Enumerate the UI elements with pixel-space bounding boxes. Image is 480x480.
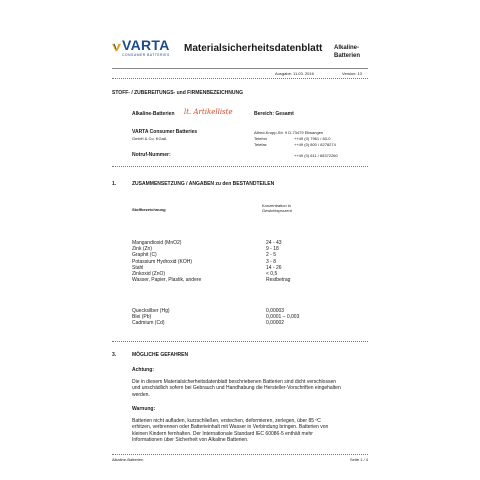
- concentration-value: 2 - 5: [266, 252, 277, 259]
- concentration-value: 24 - 43: [266, 240, 282, 246]
- telefax-value: ++49 (0) 800 / 8278274: [294, 142, 336, 147]
- achtung-line: Die in diesem Materialsicherheitsdatenblatt beschriebenen Batterien sind dicht verschlossen: [132, 379, 336, 385]
- concentration-value: 0,0001 – 0,003: [266, 314, 300, 321]
- section-divider-1: [112, 166, 368, 167]
- section-3-title: MÖGLICHE GEFAHREN: [132, 352, 189, 358]
- substance-name: Graphit (C): [132, 252, 157, 259]
- warnung-line: Batterien nicht aufladen, kurzschließen, erstechen, deformieren, zerlegen, über 85 ºC: [132, 418, 321, 424]
- company-legal: GmbH & Co. KGaA: [132, 136, 167, 141]
- document-title: Materialsicherheitsdatenblatt: [184, 43, 323, 54]
- substance-name: Cadmium (Cd): [132, 320, 165, 327]
- section-3-number: 3.: [112, 352, 117, 358]
- concentration-value: 0,00002: [266, 320, 285, 327]
- warnung-label: Warnung:: [132, 406, 156, 412]
- notruf-value: ++49 (0) 611 / 65372260: [294, 153, 338, 158]
- column-concentration-header-1: Konzentration in: [262, 203, 291, 208]
- concentration-value: 14 - 26: [266, 264, 282, 271]
- logo-text: VARTA: [122, 37, 170, 53]
- telefon-value: ++49 (0) 7961 / 83-0: [294, 136, 331, 141]
- substance-name: Potassium Hydroxid (KOH): [132, 258, 193, 265]
- footer-left: Alkaline-Batterien: [112, 457, 144, 462]
- substance-name: Zinkoxid (ZnO): [132, 270, 166, 277]
- document-subtitle-line2: Batterien: [334, 53, 361, 59]
- column-concentration-header-2: Gewichtsprozent: [262, 208, 292, 213]
- warnung-line: kleinen Kindern fernhalten. Der Internationale Standard IEC 60086-5 enthält mehr: [132, 430, 313, 437]
- notruf-label: Notruf-Nummer:: [132, 152, 171, 158]
- achtung-line: und unschädlich sofern bei Gebrauch und Handhabung die Hersteller-Vorschriften eingehalten: [132, 385, 341, 392]
- telefon-label: Telefon: [254, 136, 267, 141]
- substance-name: Stahl: [132, 264, 144, 271]
- concentration-value: 0,00003: [266, 308, 285, 314]
- warnung-line: Informationen über Sicherheit von Alkaline Batterien.: [132, 437, 249, 444]
- warnung-text: [132, 418, 382, 444]
- substance-name: Mangandioxid (MnO2): [132, 240, 182, 246]
- ausgabe-date: Ausgabe: 11.03. 2016: [275, 71, 314, 76]
- section-1-number: 1.: [112, 181, 117, 187]
- header-divider: [112, 68, 368, 69]
- product-label: Alkaline-Batterien: [132, 111, 175, 117]
- substance-name: Blei (Pb): [132, 314, 152, 321]
- telefax-label: Telefax: [254, 142, 267, 147]
- achtung-label: Achtung:: [132, 367, 154, 373]
- logo-mark-icon: [112, 39, 121, 57]
- company-address: Alfred-Krupp-Str. 9 D-73479 Ellwangen: [254, 130, 324, 135]
- handwritten-note: lt. Artikelliste: [184, 108, 233, 116]
- header-divider-2: [112, 78, 368, 79]
- section-0-title: STOFF- / ZUBEREITUNGS- und FIRMENBEZEICHNUNG: [112, 90, 244, 96]
- section-1-title: ZUSAMMENSETZUNG / ANGABEN zu den BESTANDTEILEN: [132, 181, 275, 187]
- concentration-value: 3 - 8: [266, 258, 277, 265]
- concentration-value: Restbetrag: [266, 277, 291, 284]
- warnung-line: erhitzen, verbrennen oder Batterieinhalt mit Wasser in Verbindung bringen. Batterien von: [132, 424, 329, 431]
- version-label: Version: 13: [342, 71, 363, 76]
- footer-divider: [112, 454, 368, 455]
- footer-page-number: Seite 1 / 4: [350, 457, 369, 462]
- logo-subtitle: CONSUMER BATTERIES: [122, 53, 170, 57]
- company-name: VARTA Consumer Batteries: [132, 129, 198, 135]
- concentration-value: < 0,5: [266, 270, 278, 277]
- substance-name: Wasser, Papier, Plastik, andere: [132, 277, 202, 284]
- substance-name: Quecksilber (Hg): [132, 308, 170, 314]
- achtung-text: [132, 379, 382, 398]
- document-subtitle-line1: Alkaline-: [334, 45, 360, 51]
- column-substance-header: Stoffbezeichnung: [132, 207, 166, 212]
- substance-name: Zink (Zn): [132, 246, 152, 253]
- bereich-label: Bereich: Gesamt: [254, 111, 294, 117]
- achtung-line: werden.: [132, 391, 150, 398]
- concentration-value: 9 - 18: [266, 246, 279, 253]
- section-divider-2: [112, 341, 368, 342]
